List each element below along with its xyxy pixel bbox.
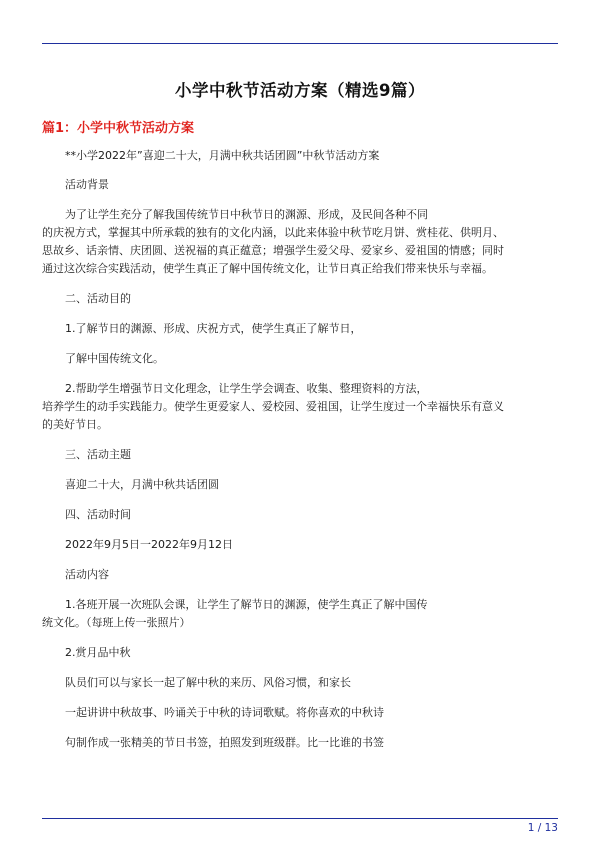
subheading-goals: 二、活动目的 [65, 292, 131, 305]
paragraph-line: 的美好节日。 [42, 418, 108, 431]
paragraph-line: 通过这次综合实践活动，使学生真正了解中国传统文化，让节日真正给我们带来快乐与幸福。 [42, 262, 493, 275]
paragraph-line: 喜迎二十大，月满中秋共话团圆 [65, 478, 219, 491]
paragraph-line: 2022年9月5日一2022年9月12日 [65, 538, 233, 551]
paragraph-line: 培养学生的动手实践能力。使学生更爱家人、爱校园、爱祖国，让学生度过一个幸福快乐有意义 [42, 400, 504, 413]
paragraph-line: 队员们可以与家长一起了解中秋的来历、风俗习惯，和家长 [65, 676, 351, 689]
subheading-theme: 三、活动主题 [65, 448, 131, 461]
document-title: 小学中秋节活动方案（精选9篇） [175, 81, 425, 100]
paragraph-line: 句制作成一张精美的节日书签，拍照发到班级群。比一比谁的书签 [65, 736, 384, 749]
paragraph-line: 为了让学生充分了解我国传统节日中秋节日的渊源、形成，及民间各种不同 [65, 208, 428, 221]
paragraph-line: 思故乡、话亲情、庆团圆、送祝福的真正蕴意；增强学生爱父母、爱家乡、爱祖国的情感；同时 [42, 244, 504, 257]
paragraph-line: 的庆祝方式，掌握其中所承载的独有的文化内涵，以此来体验中秋节吃月饼、赏桂花、供明月、 [42, 226, 504, 239]
paragraph-line: 1.各班开展一次班队会课，让学生了解节日的渊源，使学生真正了解中国传 [65, 598, 428, 611]
page-indicator: 1 / 13 [527, 822, 558, 834]
paragraph-line: 1.了解节日的渊源、形成、庆祝方式，使学生真正了解节日， [65, 322, 362, 335]
event-name-line: **小学2022年”喜迎二十大，月满中秋共话团圆”中秋节活动方案 [65, 149, 380, 162]
subheading-content: 活动内容 [65, 568, 109, 581]
subheading-background: 活动背景 [65, 178, 109, 191]
header-rule [42, 43, 558, 44]
paragraph-line: 统文化。（每班上传一张照片） [42, 616, 191, 629]
paragraph-line: 一起讲讲中秋故事、吟诵关于中秋的诗词歌赋。将你喜欢的中秋诗 [65, 706, 384, 719]
footer-rule [42, 818, 558, 819]
subheading-time: 四、活动时间 [65, 508, 131, 521]
paragraph-line: 2.帮助学生增强节日文化理念，让学生学会调查、收集、整理资料的方法， [65, 382, 428, 395]
section-heading: 篇1：小学中秋节活动方案 [42, 121, 195, 136]
paragraph-line: 2.赏月品中秋 [65, 646, 131, 659]
paragraph-line: 了解中国传统文化。 [65, 352, 164, 365]
